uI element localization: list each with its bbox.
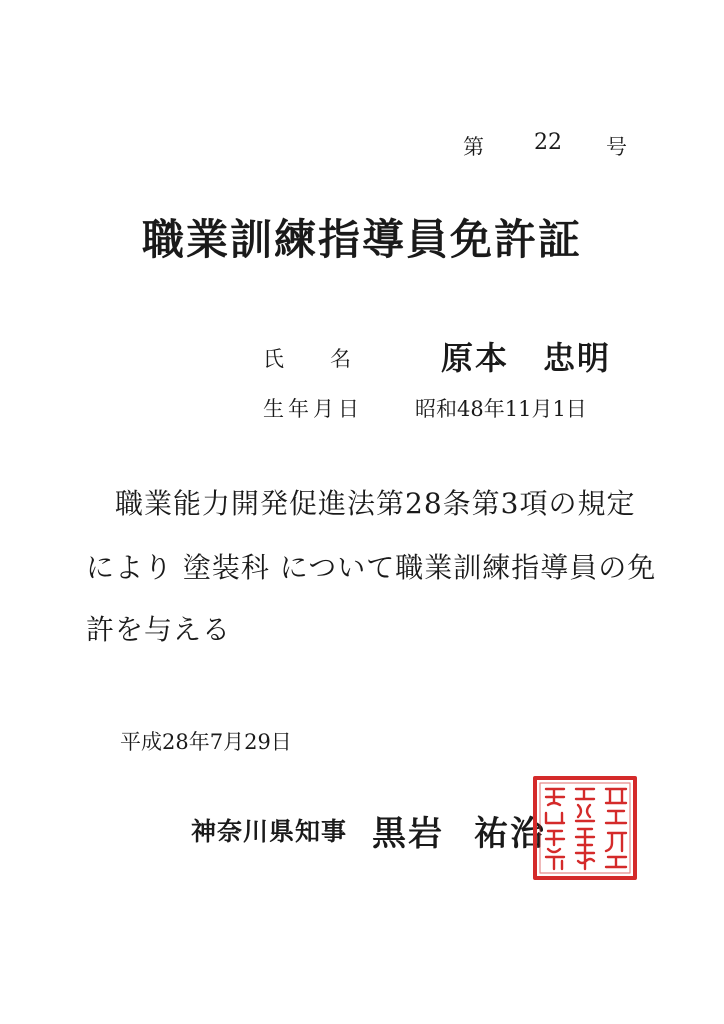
body-text-line-3: 許を与える — [86, 613, 232, 646]
name-label: 氏名 — [263, 347, 397, 371]
certificate-number-suffix: 号 — [606, 135, 627, 159]
holder-name: 原本 忠明 — [441, 339, 612, 377]
certificate-title: 職業訓練指導員免許証 — [141, 215, 582, 264]
body-text-line-1: 職業能力開発促進法第28条第3項の規定 — [115, 487, 636, 520]
issue-date: 平成28年7月29日 — [120, 730, 292, 754]
body-text-line-2: により 塗装科 について職業訓練指導員の免 — [86, 551, 657, 584]
certificate-number-prefix: 第 — [463, 135, 484, 159]
birth-date: 昭和48年11月1日 — [415, 397, 587, 421]
issuer-family-name: 黒岩 — [372, 814, 444, 854]
issuer-given-name: 祐治 — [474, 814, 546, 854]
certificate-number: 22 — [534, 130, 562, 155]
issuer-name — [372, 806, 546, 855]
official-seal — [532, 775, 638, 881]
birth-date-label: 生年月日 — [263, 397, 363, 421]
issuer-title: 神奈川県知事 — [191, 817, 348, 846]
